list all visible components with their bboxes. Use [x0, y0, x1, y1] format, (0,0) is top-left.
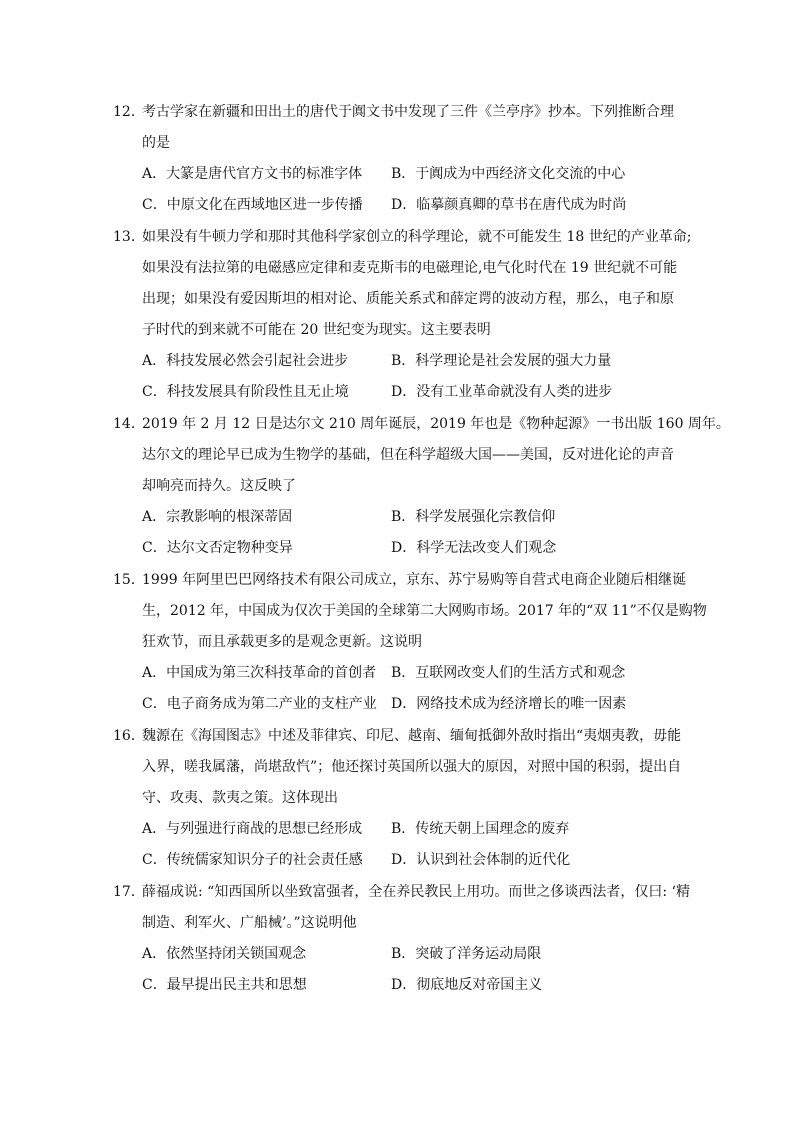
question-stem-line: 守、攻夷、款夷之策。这体现出	[142, 790, 338, 806]
question-17	[113, 877, 690, 1001]
options-row	[113, 377, 673, 408]
question-stem-line: 达尔文的理论早已成为生物学的基础，但在科学超级大国——美国，反对进化论的声音	[142, 447, 674, 463]
question-number: 12．	[113, 104, 145, 120]
question-stem-line: 却响亮而持久。这反映了	[142, 478, 296, 494]
option-b[interactable]: B．传统天朝上国理念的废弃	[391, 821, 570, 837]
question-stem-line: 17．薛福成说: “知西国所以坐致富强者，全在养民教民上用功。而世之侈谈西法者，仅曰: ‘精	[113, 877, 673, 908]
option-b[interactable]: B．于阗成为中西经济文化交流的中心	[391, 166, 626, 182]
question-stem-line: 狂欢节，而且承载更多的是观念更新。这说明	[142, 634, 422, 650]
option-d[interactable]: D．科学无法改变人们观念	[391, 540, 557, 556]
option-d[interactable]: D．临摹颜真卿的草书在唐代成为时尚	[391, 197, 627, 213]
option-b[interactable]: B．科学发展强化宗教信仰	[391, 509, 556, 525]
options-row	[113, 346, 673, 377]
options-row	[113, 502, 673, 533]
question-stem-line: 16．魏源在《海国图志》中述及菲律宾、印尼、越南、缅甸抵御外敌时指出“夷烟夷教，毋能	[113, 721, 673, 752]
options-row	[113, 159, 673, 190]
options-row	[113, 970, 673, 1001]
option-c[interactable]: C．达尔文否定物种变异	[142, 540, 293, 556]
question-16	[113, 721, 682, 876]
question-stem-line: 的是	[142, 135, 170, 151]
option-c[interactable]: C．传统儒家知识分子的社会责任感	[142, 852, 363, 868]
option-a[interactable]: A．宗教影响的根深蒂固	[142, 509, 293, 525]
options-row	[113, 658, 673, 689]
question-number: 14．	[113, 416, 145, 432]
question-stem-line: 子时代的到来就不可能在 20 世纪变为现实。这主要表明	[142, 322, 491, 338]
option-b[interactable]: B．科学理论是社会发展的强大力量	[391, 353, 612, 369]
option-b[interactable]: B．突破了洋务运动局限	[391, 946, 542, 962]
question-stem-line: 14．2019 年 2 月 12 日是达尔文 210 周年诞辰，2019 年也是《物种起源》一书出版 160 周年。	[113, 409, 673, 440]
option-d[interactable]: D．网络技术成为经济增长的唯一因素	[391, 696, 627, 712]
question-number: 13．	[113, 229, 145, 245]
option-a[interactable]: A．与列强进行商战的思想已经形成	[142, 821, 363, 837]
question-13	[113, 222, 692, 408]
question-14	[113, 409, 730, 564]
question-stem-line: 15．1999 年阿里巴巴网络技术有限公司成立，京东、苏宁易购等自营式电商企业随后相继诞	[113, 565, 673, 596]
question-number: 17．	[113, 884, 145, 900]
question-number: 15．	[113, 572, 145, 588]
option-d[interactable]: D．认识到社会体制的近代化	[391, 852, 571, 868]
options-row	[113, 689, 673, 720]
options-row	[113, 190, 673, 221]
options-row	[113, 814, 673, 845]
option-c[interactable]: C．中原文化在西域地区进一步传播	[142, 197, 363, 213]
question-stem-line: 如果没有法拉第的电磁感应定律和麦克斯韦的电磁理论,电气化时代在 19 世纪就不可能	[142, 260, 678, 276]
option-a[interactable]: A．大篆是唐代官方文书的标准字体	[142, 166, 363, 182]
question-number: 16．	[113, 728, 145, 744]
options-row	[113, 533, 673, 564]
options-row	[113, 845, 673, 876]
question-stem-line: 13．如果没有牛顿力学和那时其他科学家创立的科学理论，就不可能发生 18 世纪的产业革命;	[113, 222, 673, 253]
question-stem-line: 入界，嗟我属藩，尚堪敌忾”；他还探讨英国所以强大的原因，对照中国的积弱，提出自	[142, 759, 682, 775]
option-c[interactable]: C．电子商务成为第二产业的支柱产业	[142, 696, 377, 712]
option-d[interactable]: D．彻底地反对帝国主义	[391, 977, 543, 993]
question-stem-line: 生，2012 年，中国成为仅次于美国的全球第二大网购市场。2017 年的“双 11”不仅是购物	[142, 603, 707, 619]
options-row	[113, 939, 673, 970]
option-c[interactable]: C．最早提出民主共和思想	[142, 977, 307, 993]
option-b[interactable]: B．互联网改变人们的生活方式和观念	[391, 665, 626, 681]
question-stem-line: 12．考古学家在新疆和田出土的唐代于阗文书中发现了三件《兰亭序》抄本。下列推断合理	[113, 97, 673, 128]
option-a[interactable]: A．依然坚持闭关锁国观念	[142, 946, 307, 962]
option-a[interactable]: A．科技发展必然会引起社会进步	[142, 353, 349, 369]
question-12	[113, 97, 673, 221]
option-c[interactable]: C．科技发展具有阶段性且无止境	[142, 384, 349, 400]
question-stem-line: 制造、利军火、广船械’。”这说明他	[142, 915, 357, 931]
option-d[interactable]: D．没有工业革命就没有人类的进步	[391, 384, 613, 400]
question-15	[113, 565, 707, 720]
option-a[interactable]: A．中国成为第三次科技革命的首创者	[142, 665, 377, 681]
question-stem-line: 出现；如果没有爱因斯坦的相对论、质能关系式和薛定谔的波动方程，那么，电子和原	[142, 291, 674, 307]
